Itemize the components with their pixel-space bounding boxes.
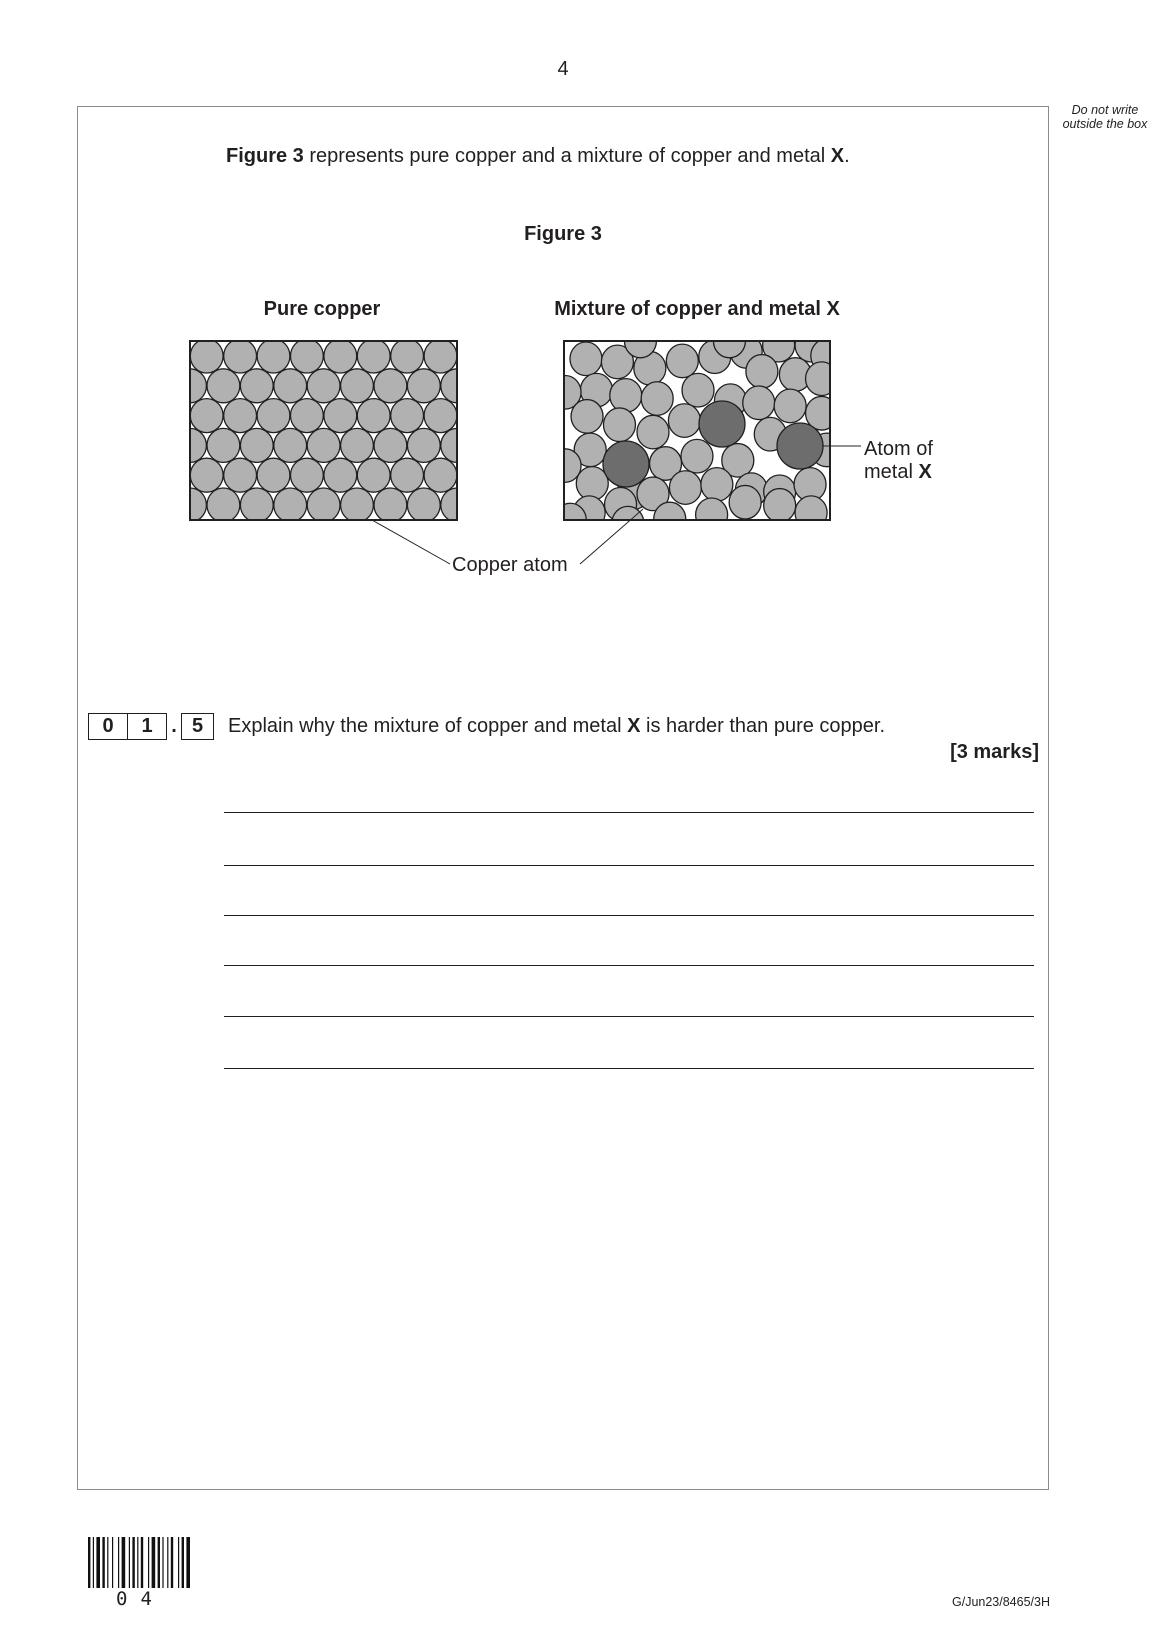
- copper-atom: [806, 362, 838, 396]
- copper-atom: [207, 369, 240, 403]
- barcode-number: 04: [116, 1588, 165, 1610]
- copper-atom: [774, 389, 806, 423]
- copper-atom: [224, 399, 257, 433]
- answer-line[interactable]: [224, 1068, 1034, 1069]
- copper-atom: [324, 399, 357, 433]
- copper-atom: [576, 467, 608, 501]
- copper-atom: [291, 458, 324, 492]
- barcode-bar: [158, 1537, 160, 1588]
- barcode-bar: [88, 1537, 90, 1588]
- copper-atom: [357, 399, 390, 433]
- copper-atom: [654, 502, 686, 536]
- copper-atom: [341, 369, 374, 403]
- copper-atom: [458, 339, 491, 373]
- intro-end: .: [844, 145, 850, 167]
- copper-atom: [274, 428, 307, 462]
- barcode-bar: [152, 1537, 156, 1588]
- metal-x-atom: [699, 401, 745, 447]
- copper-atom: [743, 386, 775, 420]
- atom-x-line2: metal: [864, 461, 919, 483]
- answer-line[interactable]: [224, 1016, 1034, 1017]
- question-text: [228, 715, 885, 738]
- copper-atom: [374, 428, 407, 462]
- copper-atom: [668, 404, 700, 438]
- copper-atom: [610, 379, 642, 413]
- copper-atom: [696, 498, 728, 532]
- copper-atom: [257, 458, 290, 492]
- mixture-lattice: [549, 324, 843, 540]
- figure-title: Figure 3: [524, 223, 602, 245]
- copper-atom: [458, 399, 491, 433]
- copper-atom: [224, 339, 257, 373]
- copper-atom: [190, 399, 223, 433]
- copper-atom: [240, 369, 273, 403]
- copper-atom: [324, 339, 357, 373]
- barcode-bar: [132, 1537, 134, 1588]
- barcode-bar: [162, 1537, 163, 1588]
- question-digit: 0: [88, 713, 128, 740]
- figure-ref: Figure 3: [226, 145, 304, 167]
- copper-atom: [701, 468, 733, 502]
- copper-atom: [795, 496, 827, 530]
- barcode-bar: [107, 1537, 108, 1588]
- copper-atom: [491, 458, 524, 492]
- copper-atom: [257, 399, 290, 433]
- atom-x-bold: X: [918, 461, 932, 483]
- mixture-label: Mixture of copper and metal X: [554, 298, 840, 320]
- barcode-bar: [178, 1537, 179, 1588]
- copper-atom: [729, 485, 761, 519]
- copper-atom: [491, 339, 524, 373]
- atom-x-line1: Atom of: [864, 438, 933, 460]
- barcode-bar: [112, 1537, 113, 1588]
- answer-line[interactable]: [224, 812, 1034, 813]
- copper-atom: [637, 415, 669, 449]
- barcode-bar: [171, 1537, 173, 1588]
- barcode-bar: [137, 1537, 138, 1588]
- metal-x: X: [830, 145, 845, 167]
- copper-atom: [407, 428, 440, 462]
- copper-atom: [764, 489, 796, 523]
- copper-atom: [391, 399, 424, 433]
- barcode-bar: [148, 1537, 149, 1588]
- copper-atom: [491, 399, 524, 433]
- barcode: [88, 1537, 192, 1588]
- marks-label: [3 marks]: [950, 741, 1039, 763]
- copper-atom: [341, 428, 374, 462]
- copper-atom: [207, 488, 240, 522]
- copper-atom: [571, 400, 603, 434]
- question-digit: 1: [128, 713, 167, 740]
- copper-atom: [190, 458, 223, 492]
- answer-line[interactable]: [224, 915, 1034, 916]
- barcode-bar: [102, 1537, 104, 1588]
- barcode-bar: [118, 1537, 119, 1588]
- copper-atom: [474, 488, 507, 522]
- copper-atom: [257, 339, 290, 373]
- copper-atom: [291, 399, 324, 433]
- copper-atom: [357, 458, 390, 492]
- copper-atom: [612, 506, 644, 540]
- copper-atom: [424, 399, 457, 433]
- answer-line[interactable]: [224, 965, 1034, 966]
- copper-atom: [549, 449, 581, 483]
- copper-atom: [190, 339, 223, 373]
- leader-line-pure: [372, 520, 450, 564]
- copper-atom: [224, 458, 257, 492]
- copper-atom: [341, 488, 374, 522]
- copper-atom: [682, 373, 714, 407]
- barcode-bar: [186, 1537, 190, 1588]
- copper-atom: [307, 488, 340, 522]
- answer-line[interactable]: [224, 865, 1034, 866]
- copper-atom: [603, 408, 635, 442]
- barcode-bar: [122, 1537, 126, 1588]
- copper-atom: [458, 458, 491, 492]
- copper-atom: [307, 369, 340, 403]
- pure-copper-label: Pure copper: [263, 298, 381, 320]
- pure-copper-lattice: [174, 339, 524, 522]
- copper-atom: [570, 342, 602, 376]
- copper-atom: [207, 428, 240, 462]
- copper-atom: [374, 369, 407, 403]
- question-number: [88, 713, 214, 740]
- copper-atom: [240, 428, 273, 462]
- copper-atom: [307, 428, 340, 462]
- copper-atom: [274, 488, 307, 522]
- copper-atom: [666, 344, 698, 378]
- barcode-bar: [129, 1537, 130, 1588]
- page-number: 4: [557, 58, 569, 80]
- barcode-bar: [141, 1537, 143, 1588]
- copper-atom: [681, 439, 713, 473]
- paper-code: G/Jun23/8465/3H: [952, 1595, 1050, 1609]
- question-dot: .: [171, 715, 177, 737]
- copper-atom: [746, 355, 778, 389]
- copper-atom: [669, 471, 701, 505]
- barcode-bar: [96, 1537, 100, 1588]
- barcode-bar: [93, 1537, 94, 1588]
- copper-atom-label: Copper atom: [452, 554, 568, 576]
- barcode-bar: [167, 1537, 168, 1588]
- copper-atom: [407, 488, 440, 522]
- copper-atom: [391, 458, 424, 492]
- copper-atom: [474, 428, 507, 462]
- copper-atom: [391, 339, 424, 373]
- barcode-bar: [182, 1537, 184, 1588]
- copper-atom: [474, 369, 507, 403]
- copper-atom: [424, 339, 457, 373]
- copper-atom: [357, 339, 390, 373]
- q-pre: Explain why the mixture of copper and metal: [228, 715, 628, 737]
- copper-atom: [641, 382, 673, 416]
- copper-atom: [291, 339, 324, 373]
- q-bold: X: [627, 715, 641, 737]
- metal-x-atom: [777, 423, 823, 469]
- question-part: 5: [181, 713, 214, 740]
- copper-atom: [240, 488, 273, 522]
- intro-body: represents pure copper and a mixture of copper and metal: [303, 145, 831, 167]
- copper-atom: [407, 369, 440, 403]
- copper-atom: [274, 369, 307, 403]
- margin-note: Do not write outside the box: [1062, 103, 1148, 131]
- copper-atom: [374, 488, 407, 522]
- q-post: is harder than pure copper.: [640, 715, 886, 737]
- copper-atom: [324, 458, 357, 492]
- metal-x-atom: [603, 441, 649, 487]
- copper-atom: [424, 458, 457, 492]
